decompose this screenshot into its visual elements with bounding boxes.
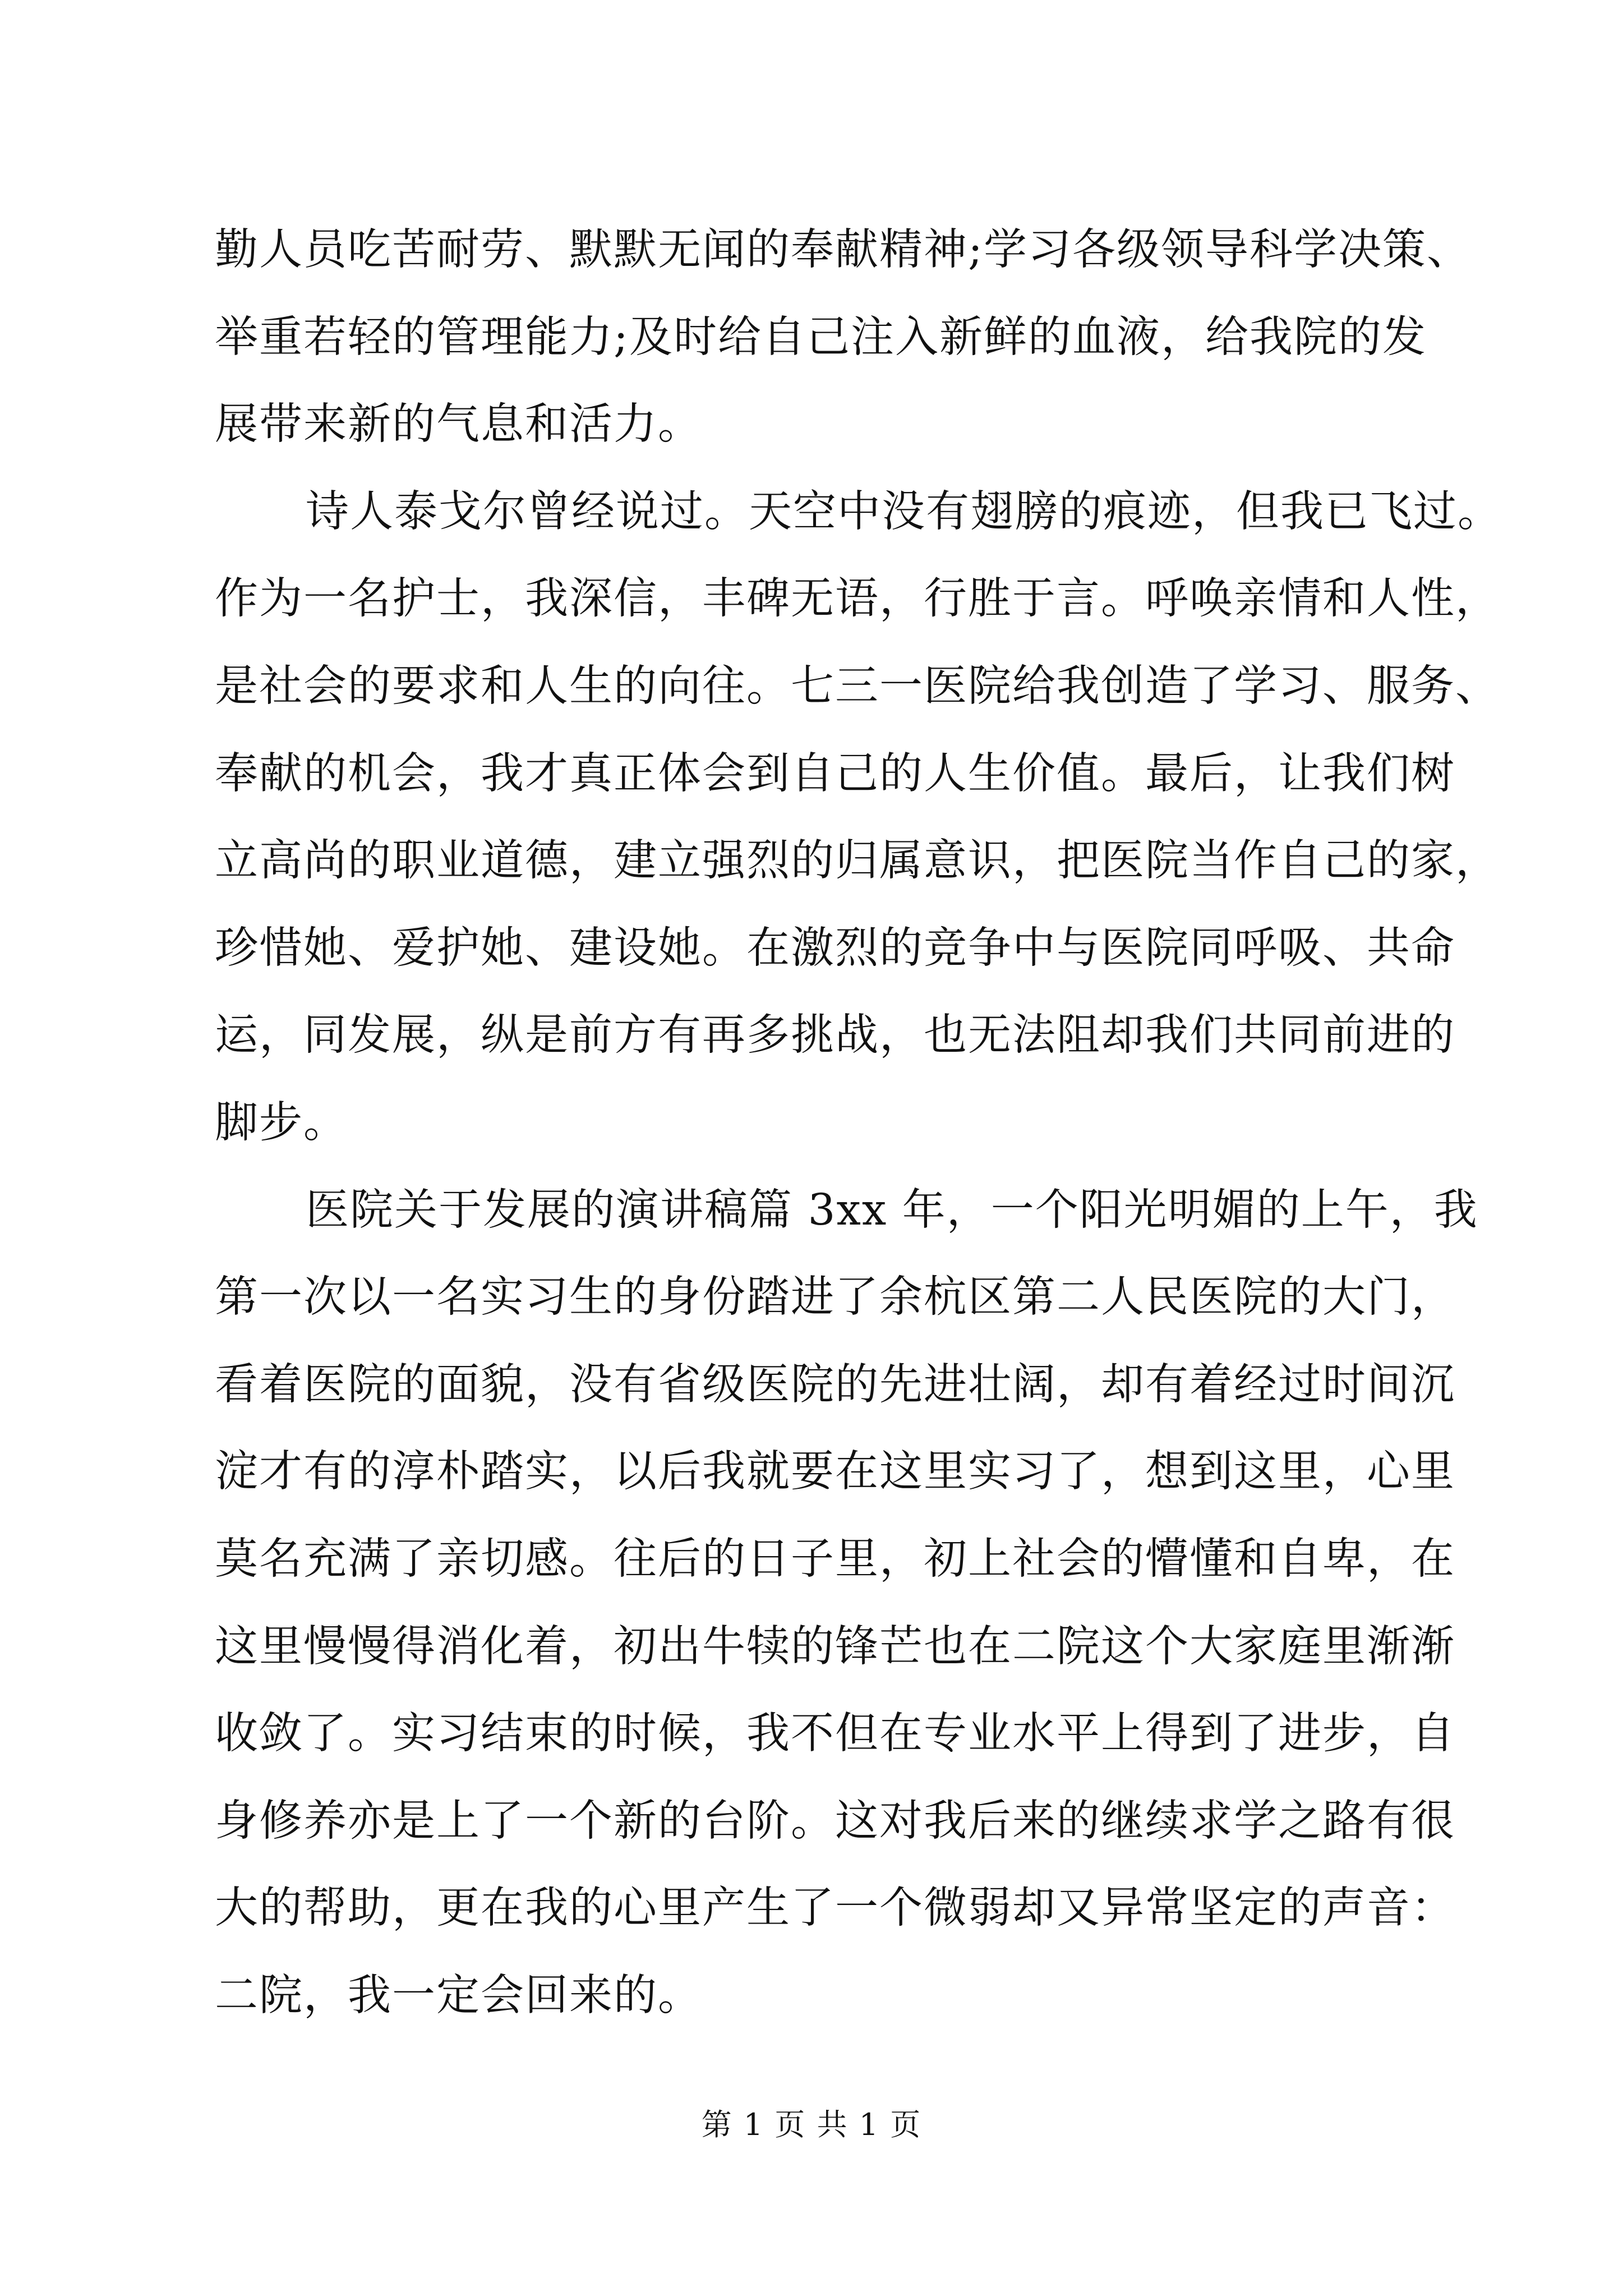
text-line: 珍惜她、爱护她、建设她。在激烈的竞争中与医院同呼吸、共命 [215,923,1455,973]
text-line: 奉献的机会，我才真正体会到自己的人生价值。最后，让我们树 [215,748,1455,799]
text-line: 运，同发展，纵是前方有再多挑战，也无法阻却我们共同前进的 [215,1010,1455,1061]
text-line: 第一次以一名实习生的身份踏进了余杭区第二人民医院的大门， [215,1272,1455,1323]
paragraph-start-line: 医院关于发展的演讲稿篇 3xx 年，一个阳光明媚的上午，我 [306,1185,1478,1235]
text-line: 立高尚的职业道德，建立强烈的归属意识，把医院当作自己的家， [215,836,1500,886]
text-line: 二院，我一定会回来的。 [215,1970,702,2021]
paragraph-start-line: 诗人泰戈尔曾经说过。天空中没有翅膀的痕迹，但我已飞过。 [306,486,1502,537]
text-line: 莫名充满了亲切感。往后的日子里，初上社会的懵懂和自卑，在 [215,1534,1455,1584]
text-line: 是社会的要求和人生的向往。七三一医院给我创造了学习、服务、 [215,661,1500,711]
text-line: 大的帮助，更在我的心里产生了一个微弱却又异常坚定的声音： [215,1883,1455,1934]
text-line: 举重若轻的管理能力;及时给自己注入新鲜的血液，给我院的发 [215,312,1427,362]
page-number-label: 第 1 页 共 1 页 [701,2107,922,2142]
text-line: 身修养亦是上了一个新的台阶。这对我后来的继续求学之路有很 [215,1796,1455,1846]
body-text [215,206,1502,2039]
text-line: 脚步。 [215,1097,348,1148]
text-line: 收敛了。实习结束的时候，我不但在专业水平上得到了进步，自 [215,1709,1455,1759]
text-line: 这里慢慢得消化着，初出牛犊的锋芒也在二院这个大家庭里渐渐 [215,1621,1455,1672]
text-line: 展带来新的气息和活力。 [215,399,702,450]
page-footer [0,2102,1623,2147]
text-line: 看着医院的面貌，没有省级医院的先进壮阔，却有着经过时间沉 [215,1359,1455,1410]
text-line: 勤人员吃苦耐劳、默默无闻的奉献精神;学习各级领导科学决策、 [215,225,1471,275]
text-line: 作为一名护士，我深信，丰碑无语，行胜于言。呼唤亲情和人性， [215,574,1500,624]
text-line: 淀才有的淳朴踏实，以后我就要在这里实习了，想到这里，心里 [215,1447,1455,1497]
